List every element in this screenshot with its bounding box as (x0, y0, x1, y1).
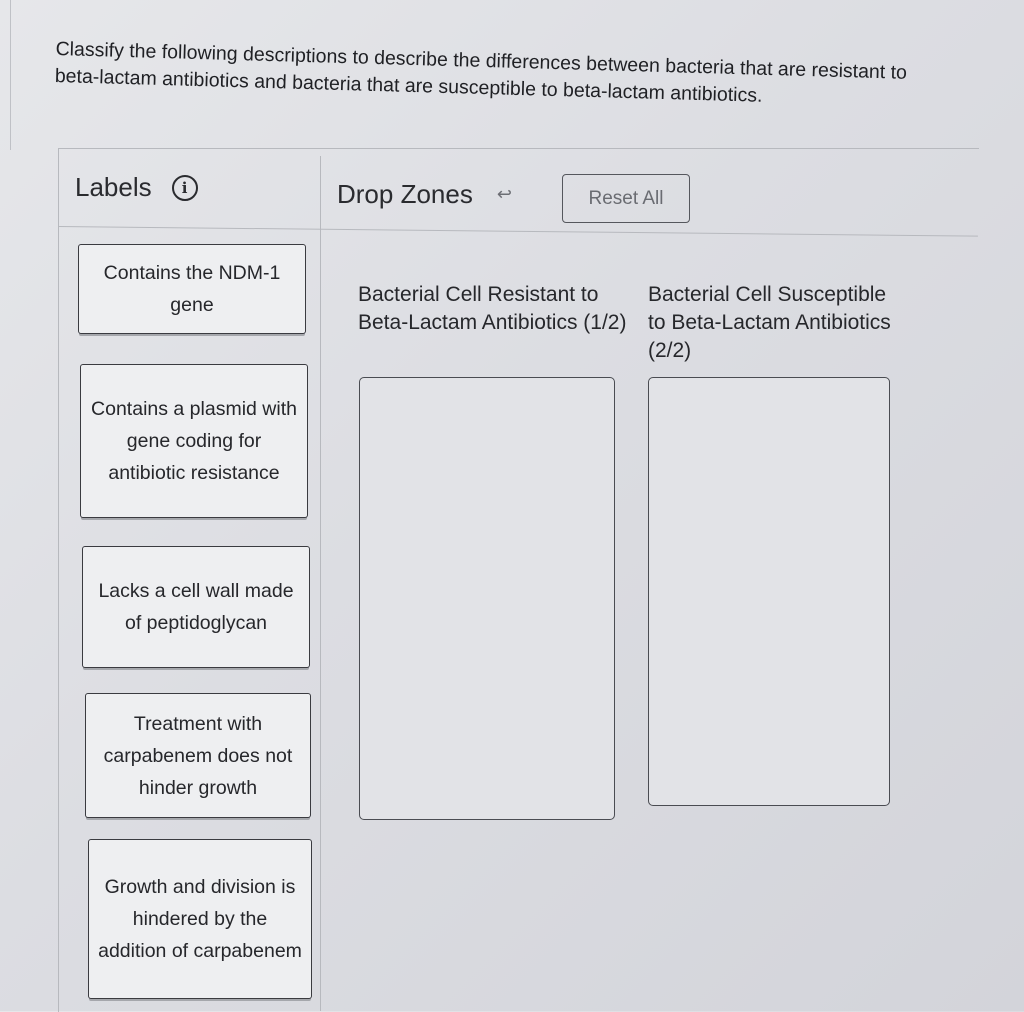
resistant-drop-zone[interactable] (359, 377, 615, 820)
label-card-treatment[interactable] (85, 693, 311, 818)
question-text: Classify the following descriptions to describe the differences between bacteria that are resistant to beta-lactam antibiotics and bacteria that are susceptible to beta-lactam antibiotics. (54, 37, 908, 107)
susceptible-zone-heading: Bacterial Cell Susceptible to Beta-Lactam Antibiotics (2/2) (648, 283, 891, 362)
label-card-text: Contains the NDM-1 gene (103, 262, 281, 316)
resistant-zone-heading: Bacterial Cell Resistant to Beta-Lactam Antibiotics (1/2) (358, 283, 627, 334)
label-card-cell-wall[interactable] (82, 546, 310, 668)
label-card-growth-hindered[interactable] (88, 839, 312, 999)
label-card-text: Contains a plasmid with gene coding for antibiotic resistance (91, 398, 297, 484)
labels-header (75, 172, 198, 203)
drop-zones-header (337, 179, 512, 210)
label-card-plasmid[interactable] (80, 364, 308, 518)
window-edge (0, 0, 11, 150)
reset-all-button[interactable]: Reset All (562, 174, 690, 223)
labels-title: Labels (75, 172, 152, 202)
label-card-text: Lacks a cell wall made of peptidoglycan (98, 580, 294, 634)
label-card-ndm1[interactable] (78, 244, 306, 334)
column-divider (320, 156, 321, 1011)
label-card-text: Treatment with carpabenem does not hinder growth (103, 712, 293, 799)
drop-zones-title: Drop Zones (337, 179, 473, 209)
label-card-text: Growth and division is hindered by the addition of carpabenem (98, 876, 302, 962)
susceptible-drop-zone[interactable] (648, 377, 890, 806)
undo-arrow-icon[interactable]: ↩ (496, 184, 512, 204)
info-icon[interactable]: i (172, 175, 198, 201)
